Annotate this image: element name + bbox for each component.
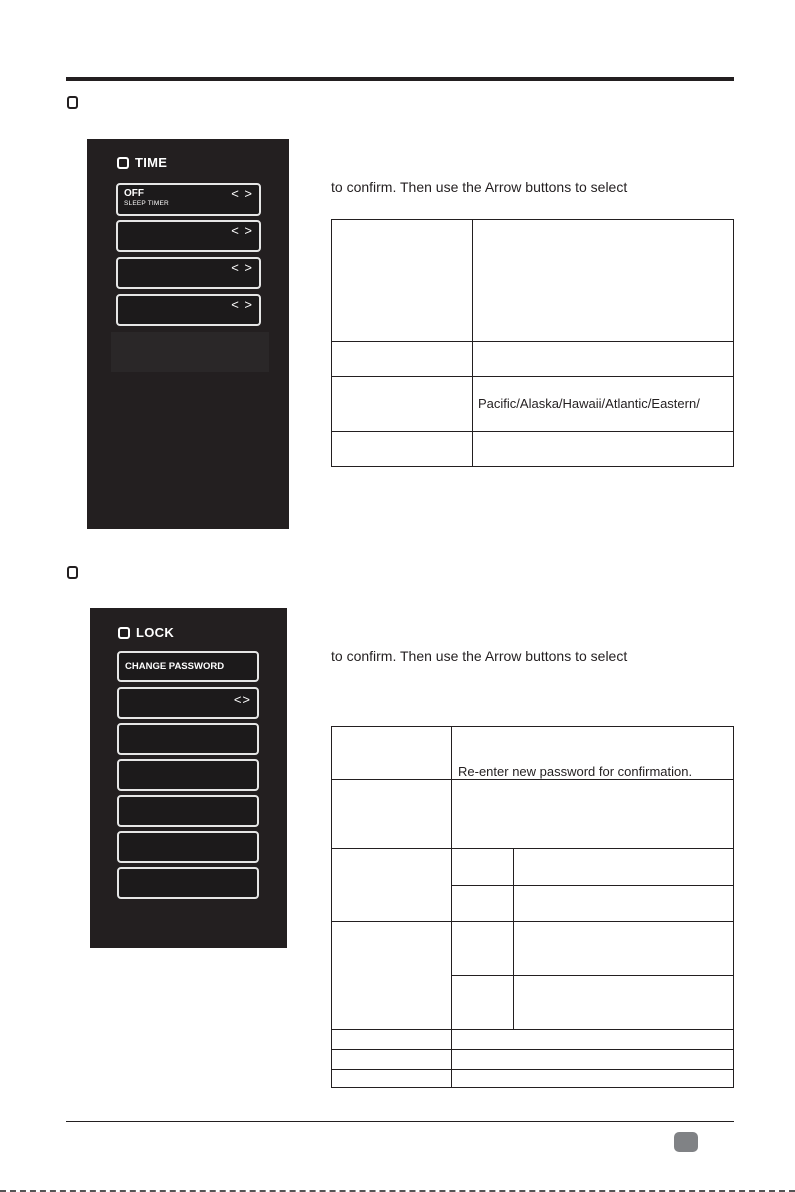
left-right-arrows-icon: <> bbox=[233, 692, 251, 707]
change-password-label: CHANGE PASSWORD bbox=[125, 661, 225, 672]
table-subcolumn-divider bbox=[513, 848, 514, 1029]
lock-settings-table bbox=[331, 726, 734, 1088]
section-bullet-icon bbox=[67, 96, 78, 109]
time-menu-item-sleep-timer[interactable] bbox=[116, 183, 261, 216]
time-menu-item-4[interactable] bbox=[116, 294, 261, 326]
section-bullet-icon bbox=[67, 566, 78, 579]
left-right-arrows-icon: < > bbox=[231, 297, 253, 312]
password-confirm-text: Re-enter new password for confirmation. bbox=[458, 764, 693, 779]
checkbox-icon bbox=[117, 157, 129, 169]
time-instruction-text: to confirm. Then use the Arrow buttons to select bbox=[331, 179, 628, 195]
time-menu-header bbox=[117, 155, 167, 170]
left-right-arrows-icon: < > bbox=[231, 223, 253, 238]
time-menu-empty-row bbox=[111, 332, 269, 372]
table-row-divider bbox=[332, 376, 733, 377]
lock-instruction-text: to confirm. Then use the Arrow buttons to select bbox=[331, 648, 628, 664]
table-column-divider bbox=[472, 220, 473, 466]
table-row-divider bbox=[332, 1049, 733, 1050]
table-row-divider bbox=[332, 1029, 733, 1030]
time-menu-item-3[interactable] bbox=[116, 257, 261, 289]
lock-menu-item-7[interactable] bbox=[117, 867, 259, 899]
lock-menu-item-6[interactable] bbox=[117, 831, 259, 863]
lock-menu-item-3[interactable] bbox=[117, 723, 259, 755]
table-subrow-divider bbox=[451, 975, 733, 976]
table-row-divider bbox=[332, 341, 733, 342]
lock-menu-header bbox=[118, 625, 174, 640]
table-column-divider bbox=[451, 727, 452, 1087]
checkbox-icon bbox=[118, 627, 130, 639]
time-zone-options: Pacific/Alaska/Hawaii/Atlantic/Eastern/ bbox=[478, 396, 700, 411]
sleep-timer-label: SLEEP TIMER bbox=[124, 200, 169, 207]
table-row-divider bbox=[332, 779, 733, 780]
lock-menu-item-5[interactable] bbox=[117, 795, 259, 827]
table-subrow-divider bbox=[451, 885, 733, 886]
lock-menu-title: LOCK bbox=[136, 625, 175, 640]
lock-menu-item-4[interactable] bbox=[117, 759, 259, 791]
time-settings-table bbox=[331, 219, 734, 467]
left-right-arrows-icon: < > bbox=[231, 186, 253, 201]
table-row-divider bbox=[332, 921, 733, 922]
sleep-timer-value: OFF bbox=[124, 188, 144, 199]
table-row-divider bbox=[332, 848, 733, 849]
lock-menu-item-2[interactable] bbox=[117, 687, 259, 719]
top-rule bbox=[66, 77, 734, 81]
time-menu-item-2[interactable] bbox=[116, 220, 261, 252]
left-right-arrows-icon: < > bbox=[231, 260, 253, 275]
page-number-badge bbox=[674, 1132, 698, 1152]
time-menu-title: TIME bbox=[135, 155, 168, 170]
table-row-divider bbox=[332, 1069, 733, 1070]
lock-menu-panel bbox=[90, 608, 287, 948]
time-menu-panel bbox=[87, 139, 289, 529]
lock-menu-item-change-password[interactable] bbox=[117, 651, 259, 682]
table-row-divider bbox=[332, 431, 733, 432]
bottom-rule bbox=[66, 1121, 734, 1122]
